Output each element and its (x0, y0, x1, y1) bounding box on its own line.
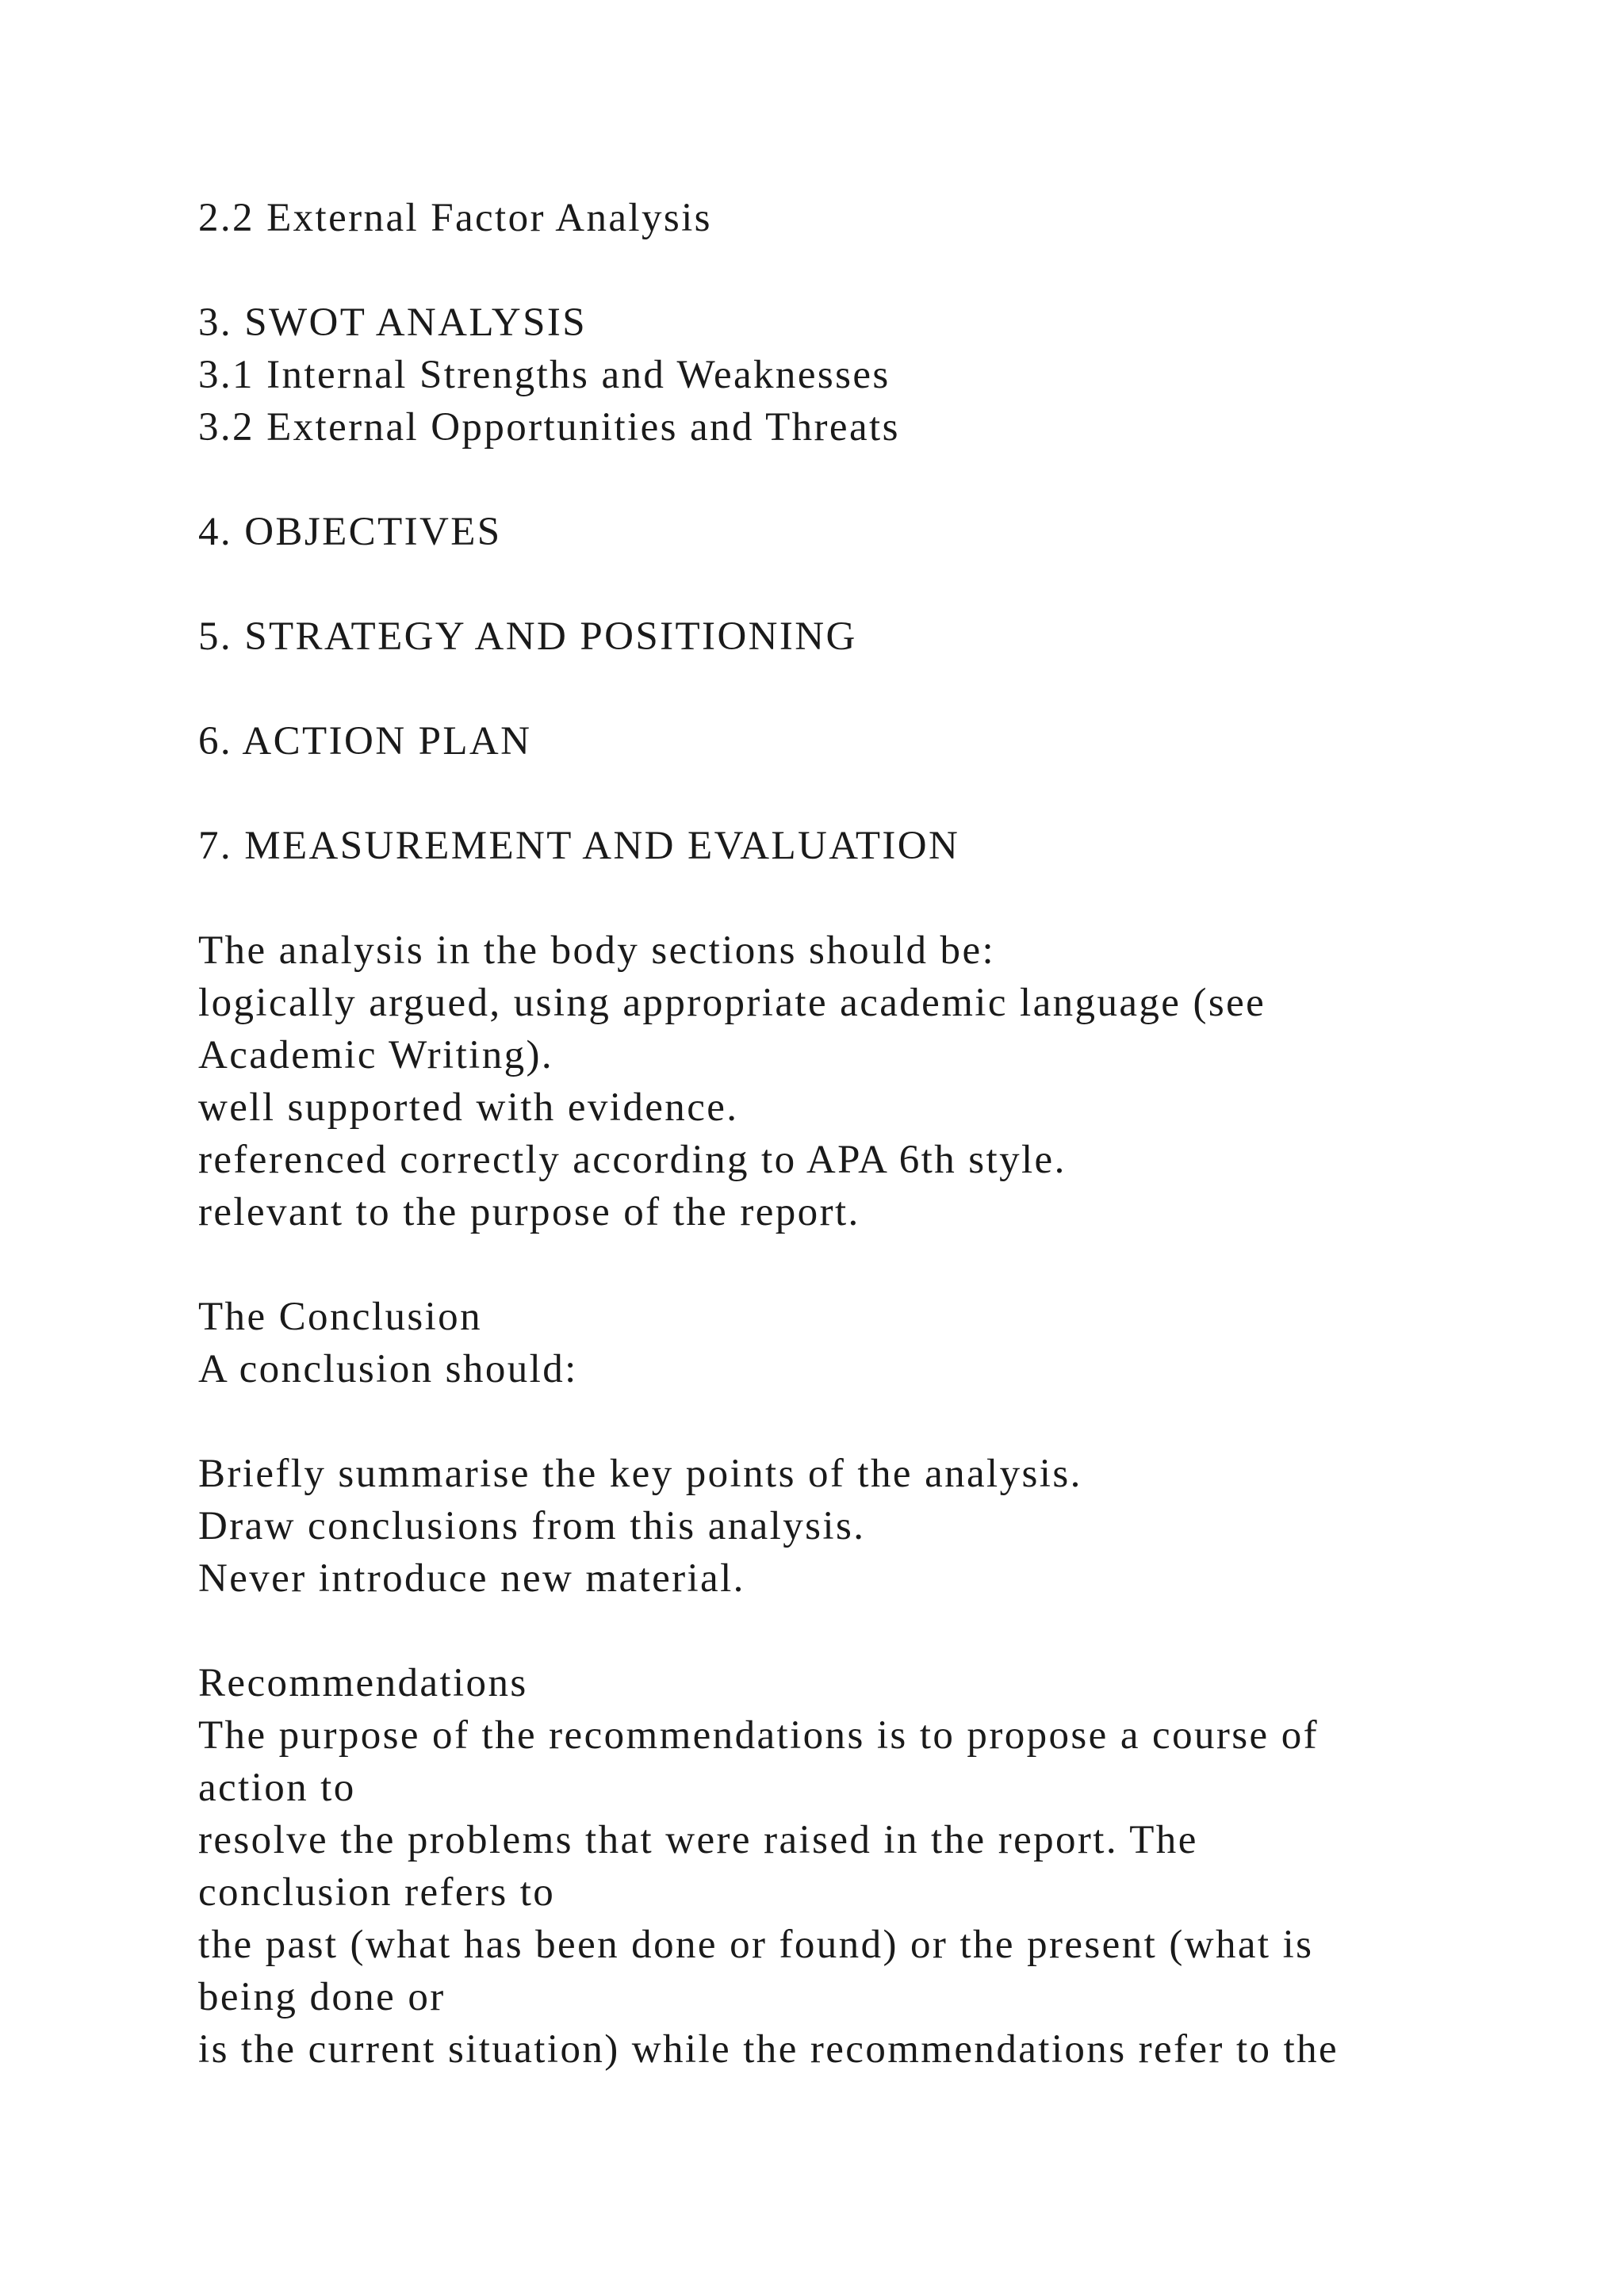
analysis-line: referenced correctly according to APA 6th style. (198, 1138, 1067, 1182)
recommendations-heading: Recommendations (198, 1661, 528, 1705)
blank-line (198, 872, 1499, 924)
toc-item-2-2: 2.2 External Factor Analysis (198, 196, 712, 240)
conclusion-line: Draw conclusions from this analysis. (198, 1504, 866, 1548)
document-body (198, 192, 1499, 2076)
analysis-line: logically argued, using appropriate academic language (see (198, 981, 1266, 1025)
analysis-line: well supported with evidence. (198, 1085, 739, 1130)
blank-line (198, 1238, 1499, 1291)
recommendations-line: is the current situation) while the recommendations refer to the (198, 2027, 1339, 2072)
analysis-line: relevant to the purpose of the report. (198, 1190, 860, 1234)
blank-line (198, 558, 1499, 610)
blank-line (198, 663, 1499, 715)
analysis-intro: The analysis in the body sections should be: (198, 928, 996, 973)
toc-heading-4: 4. OBJECTIVES (198, 510, 502, 554)
conclusion-line: Briefly summarise the key points of the analysis. (198, 1452, 1082, 1496)
conclusion-intro: A conclusion should: (198, 1347, 578, 1391)
blank-line (198, 1395, 1499, 1448)
recommendations-line: being done or (198, 1975, 446, 2019)
conclusion-heading: The Conclusion (198, 1295, 482, 1339)
conclusion-line: Never introduce new material. (198, 1556, 745, 1601)
toc-heading-7: 7. MEASUREMENT AND EVALUATION (198, 824, 960, 868)
recommendations-line: action to (198, 1766, 356, 1810)
blank-line (198, 244, 1499, 297)
toc-item-3-1: 3.1 Internal Strengths and Weaknesses (198, 353, 891, 397)
blank-line (198, 767, 1499, 820)
recommendations-line: the past (what has been done or found) or the present (what is (198, 1923, 1314, 1967)
toc-item-3-2: 3.2 External Opportunities and Threats (198, 405, 900, 450)
toc-heading-5: 5. STRATEGY AND POSITIONING (198, 614, 857, 659)
recommendations-line: The purpose of the recommendations is to propose a course of (198, 1713, 1319, 1758)
recommendations-line: conclusion refers to (198, 1870, 556, 1915)
recommendations-line: resolve the problems that were raised in the report. The (198, 1818, 1198, 1862)
analysis-line: Academic Writing). (198, 1033, 554, 1077)
blank-line (198, 453, 1499, 506)
toc-heading-3: 3. SWOT ANALYSIS (198, 300, 587, 345)
blank-line (198, 1605, 1499, 1657)
toc-heading-6: 6. ACTION PLAN (198, 719, 532, 763)
